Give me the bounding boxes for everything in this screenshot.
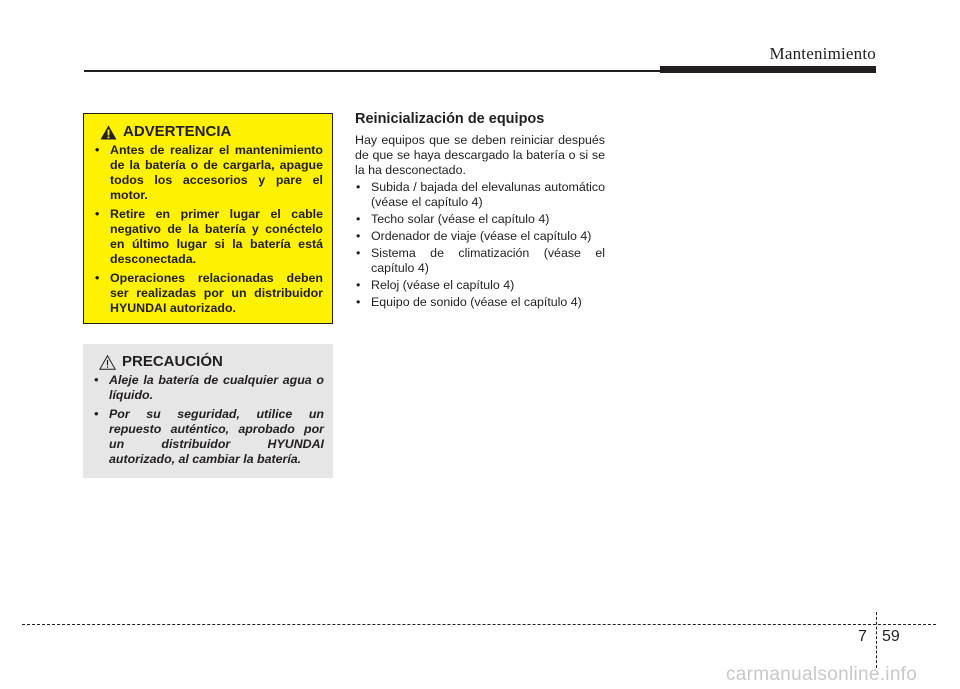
- warning-box: [83, 113, 333, 324]
- header-rule-thin: [84, 70, 660, 72]
- warning-list: [94, 143, 323, 316]
- footer-rule: [22, 624, 936, 625]
- equipment-item: • Reloj (véase el capítulo 4): [355, 278, 605, 293]
- section-intro: Hay equipos que se deben reiniciar después de que se haya descargado la batería o si se la ha desconectado.: [355, 133, 605, 177]
- equipment-list: [355, 180, 605, 310]
- equipment-item: • Equipo de sonido (véase el capítulo 4): [355, 295, 605, 310]
- section-title: Reinicialización de equipos: [355, 111, 545, 127]
- equipment-item: • Techo solar (véase el capítulo 4): [355, 212, 605, 227]
- equipment-item: • Sistema de climatización (véase el capítulo 4): [355, 246, 605, 276]
- warning-title: ADVERTENCIA: [123, 123, 232, 140]
- caution-title: PRECAUCIÓN: [122, 353, 223, 370]
- warning-item: • Operaciones relacionadas deben ser realizadas por un distribuidor HYUNDAI autorizado.: [94, 271, 323, 316]
- caution-triangle-icon: [99, 355, 116, 370]
- warning-item: • Retire en primer lugar el cable negativo de la batería y conéctelo en último lugar si la batería está desconectada.: [94, 207, 323, 267]
- caution-header: [99, 353, 324, 370]
- warning-triangle-icon: [100, 125, 117, 140]
- caution-box: [83, 344, 333, 478]
- reset-section: [355, 110, 605, 312]
- chapter-number: 7: [858, 628, 867, 645]
- equipment-item: • Subida / bajada del elevalunas automático (véase el capítulo 4): [355, 180, 605, 210]
- equipment-item: • Ordenador de viaje (véase el capítulo 4): [355, 229, 605, 244]
- caution-item: • Por su seguridad, utilice un repuesto auténtico, aprobado por un distribuidor HYUNDAI autorizado, al cambiar la batería.: [93, 407, 324, 467]
- header-rule-thick: [660, 66, 876, 73]
- watermark: carmanualsonline.info: [726, 664, 918, 685]
- page-number-separator: [876, 612, 877, 668]
- warning-header: [100, 123, 323, 140]
- caution-list: [93, 373, 324, 467]
- page-number: 59: [882, 628, 900, 645]
- warning-item: • Antes de realizar el mantenimiento de la batería o de cargarla, apague todos los accesorios y pare el motor.: [94, 143, 323, 203]
- header-title: Mantenimiento: [769, 44, 876, 63]
- caution-item: • Aleje la batería de cualquier agua o líquido.: [93, 373, 324, 403]
